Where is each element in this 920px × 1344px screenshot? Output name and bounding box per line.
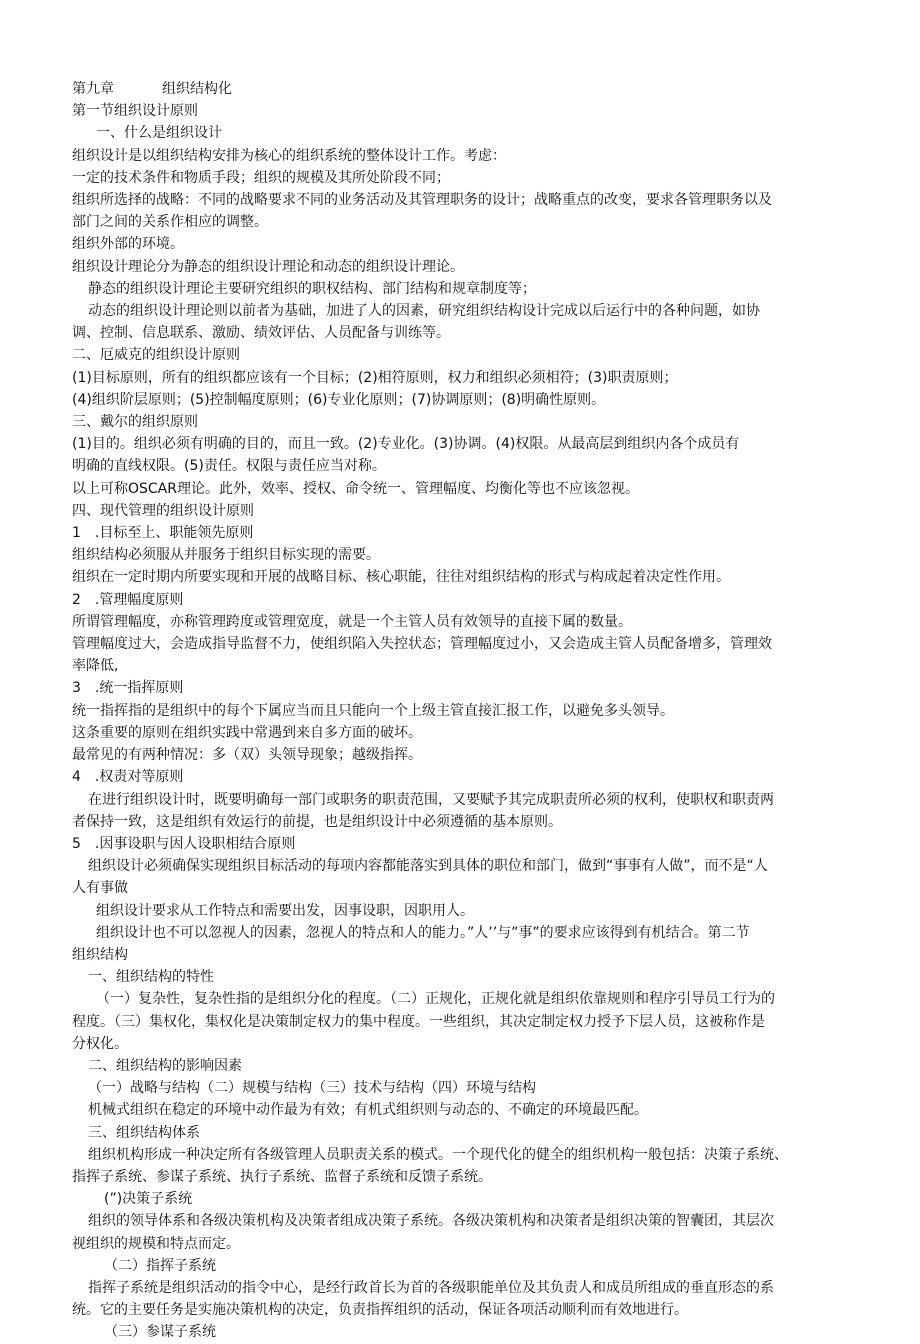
text-line: 在进行组织设计时，既要明确每一部门或职务的职责范围，又要赋予其完成职责所必须的权利，使职权和职责两 [88, 791, 774, 808]
text-line: 静态的组织设计理论主要研究组织的职权结构、部门结构和规章制度等； [88, 280, 536, 297]
text-line: (1)目标原则，所有的组织都应该有一个目标；(2)相符原则，权力和组织必须相符；(3)职责原则； [72, 369, 678, 386]
subsection-heading: （三）参谋子系统 [104, 1324, 216, 1341]
text-line: 这条重要的原则在组织实践中常遇到来自多方面的破坏。 [72, 724, 422, 741]
chapter-number: 第九章 [72, 81, 114, 97]
text-line: 以上可称OSCAR理论。此外，效率、授权、命令统一、管理幅度、均衡化等也不应该忽视。 [72, 480, 639, 497]
numbered-heading: 1 .目标至上、职能领先原则 [72, 525, 254, 542]
text-line: 指挥子系统、参谋子系统、执行子系统、监督子系统和反馈子系统。 [72, 1168, 492, 1185]
text-line: 统。它的主要任务是实施决策机构的决定，负责指挥组织的活动，保证各项活动顺利而有效地进行。 [72, 1302, 688, 1319]
document-page [72, 78, 858, 1344]
text-line: 一定的技术条件和物质手段；组织的规模及其所处阶段不同； [72, 169, 450, 186]
text-line: 调、控制、信息联系、激励、绩效评估、人员配备与训练等。 [72, 325, 450, 342]
text-line: 组织所选择的战略：不同的战略要求不同的业务活动及其管理职务的设计；战略重点的改变，要求各管理职务以及 [72, 192, 772, 209]
text-line: 率降低, [72, 658, 119, 675]
text-line: 组织结构必须服从并服务于组织目标实现的需要。 [72, 547, 380, 564]
text-line: (4)组织阶层原则；(5)控制幅度原则；(6)专业化原则；(7)协调原则；(8)明确性原则。 [72, 391, 606, 408]
numbered-heading: 3 .统一指挥原则 [72, 680, 184, 697]
text-line: （一）复杂性，复杂性指的是组织分化的程度。（二）正规化，正规化就是组织依靠规则和程序引导员工行为的 [96, 991, 775, 1008]
subsection-heading: 二、组织结构的影响因素 [88, 1057, 242, 1074]
text-line: （一）战略与结构（二）规模与结构（三）技术与结构（四）环境与结构 [88, 1080, 536, 1097]
text-line: 组织设计是以组织结构安排为核心的组织系统的整体设计工作。考虑： [72, 147, 506, 164]
text-line: 最常见的有两种情况：多（双）头领导现象；越级指挥。 [72, 747, 422, 764]
text-line: 程度。（三）集权化，集权化是决策制定权力的集中程度。一些组织，其决定制定权力授予下层人员，这被称作是 [72, 1013, 765, 1030]
text-line: 组织外部的环境。 [72, 236, 184, 253]
subsection-heading: 三、戴尔的组织原则 [72, 414, 198, 431]
text-line: 明确的直线权限。(5)责任。权限与责任应当对称。 [72, 458, 386, 475]
text-line: 分权化。 [72, 1035, 128, 1052]
chapter-title: 组织结构化 [162, 81, 232, 97]
text-line: 统一指挥指的是组织中的每个下属应当而且只能向一个上级主管直接汇报工作，以避免多头领导。 [72, 702, 674, 719]
text-line: 组织设计也不可以忽视人的因素，忽视人的特点和人的能力。”人’’与”事”的要求应该得到有机结合。第二节 [96, 924, 750, 941]
text-line: 指挥子系统是组织活动的指令中心，是经行政首长为首的各级职能单位及其负责人和成员所组成的垂直形态的系 [88, 1279, 774, 1296]
text-line: 视组织的规模和特点而定。 [72, 1235, 240, 1252]
subsection-heading: (”)决策子系统 [104, 1191, 193, 1208]
chapter-heading [72, 78, 858, 100]
text-line: (1)目的。组织必须有明确的目的，而且一致。(2)专业化。(3)协调。(4)权限。从最高层到组织内各个成员有 [72, 436, 740, 453]
section-heading: 第一节组织设计原则 [72, 103, 198, 120]
text-line: 组织的领导体系和各级决策机构及决策者组成决策子系统。各级决策机构和决策者是组织决策的智囊团，其层次 [88, 1213, 774, 1230]
subsection-heading: 四、现代管理的组织设计原则 [72, 502, 254, 519]
text-line: 管理幅度过大，会造成指导监督不力，使组织陷入失控状态；管理幅度过小，又会造成主管人员配备增多，管理效 [72, 636, 772, 653]
text-line: 组织机构形成一种决定所有各级管理人员职责关系的模式。一个现代化的健全的组织机构一般包括：决策子系统、 [88, 1146, 788, 1163]
subsection-heading: 二、厄威克的组织设计原则 [72, 347, 240, 364]
section-heading: 组织结构 [72, 946, 128, 963]
text-line: 机械式组织在稳定的环境中动作最为有效；有机式组织则与动态的、不确定的环境最匹配。 [88, 1102, 648, 1119]
text-line: 组织在一定时期内所要实现和开展的战略目标、核心职能，往往对组织结构的形式与构成起着决定性作用。 [72, 569, 730, 586]
numbered-heading: 5 .因事设职与因人设职相结合原则 [72, 835, 296, 852]
subsection-heading: 一、什么是组织设计 [96, 125, 222, 142]
subsection-heading: （二）指挥子系统 [104, 1257, 216, 1274]
text-line: 组织设计理论分为静态的组织设计理论和动态的组织设计理论。 [72, 258, 464, 275]
text-line: 所谓管理幅度，亦称管理跨度或管理宽度，就是一个主管人员有效领导的直接下属的数量。 [72, 613, 632, 630]
numbered-heading: 2 .管理幅度原则 [72, 591, 184, 608]
text-line: 者保持一致，这是组织有效运行的前提，也是组织设计中必须遵循的基本原则。 [72, 813, 562, 830]
text-line: 组织设计必须确保实现组织目标活动的每项内容都能落实到具体的职位和部门，做到“事事有人做”，而不是“人 [88, 858, 768, 875]
text-line: 组织设计要求从工作特点和需要出发，因事设职，因职用人。 [96, 902, 474, 919]
text-line: 人有事做 [72, 880, 128, 897]
subsection-heading: 一、组织结构的特性 [88, 969, 214, 986]
numbered-heading: 4 .权责对等原则 [72, 769, 184, 786]
subsection-heading: 三、组织结构体系 [88, 1124, 200, 1141]
text-line: 动态的组织设计理论则以前者为基础，加进了人的因素，研究组织结构设计完成以后运行中的各种问题，如协 [88, 303, 760, 320]
text-line: 部门之间的关系作相应的调整。 [72, 214, 268, 231]
